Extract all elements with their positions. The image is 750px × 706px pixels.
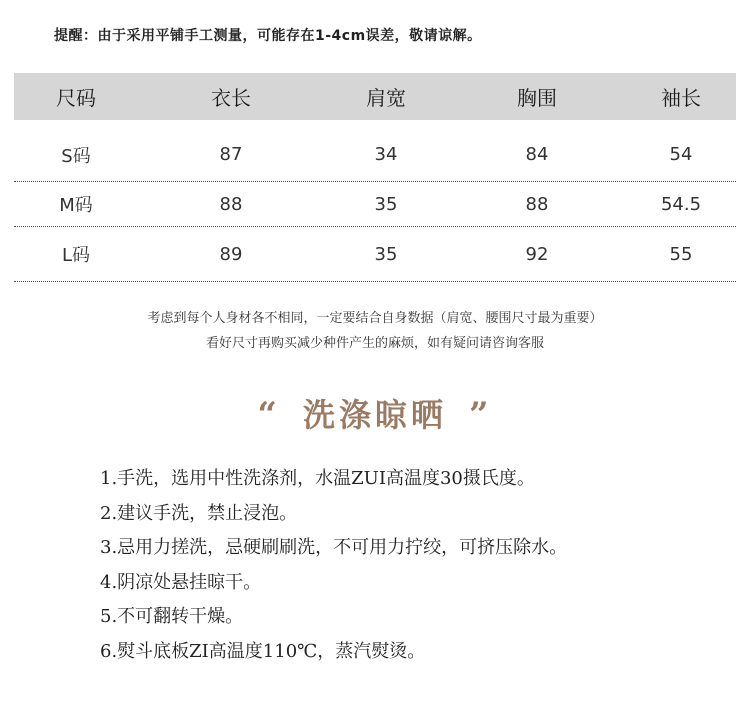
- table-row: [14, 227, 736, 282]
- close-quote: ”: [469, 395, 493, 435]
- list-item: 6.熨斗底板ZI高温度110℃，蒸汽熨烫。: [100, 640, 426, 662]
- cell-size: M码: [59, 195, 93, 216]
- cell-sleeve: 55: [669, 243, 693, 265]
- cell-chest: 92: [525, 243, 549, 265]
- list-item: 5.不可翻转干燥。: [100, 606, 244, 628]
- cell-sleeve: 54: [669, 144, 693, 165]
- list-item: 1.手洗，选用中性洗涤剂，水温ZUI高温度30摄氏度。: [100, 468, 535, 489]
- measurement-notice: 提醒：由于采用平铺手工测量，可能存在1-4cm误差，敬请谅解。: [54, 28, 482, 44]
- table-row: [14, 120, 736, 182]
- cell-size: L码: [61, 245, 91, 266]
- size-table: [14, 73, 736, 282]
- list-item: 3.忌用力搓洗，忌硬刷刷洗，不可用力拧绞，可挤压除水。: [100, 537, 568, 559]
- cell-shoulder: 35: [374, 193, 398, 215]
- wash-title-text: 洗涤晾晒: [302, 396, 447, 434]
- cell-sleeve: 54.5: [660, 193, 702, 215]
- cell-shoulder: 34: [374, 144, 398, 165]
- header-length: 衣长: [211, 86, 251, 110]
- header-sleeve: 袖长: [661, 86, 701, 110]
- list-item: 4.阴凉处悬挂晾干。: [100, 571, 262, 593]
- cell-length: 87: [219, 144, 243, 165]
- open-quote: “: [257, 395, 281, 435]
- header-chest: 胸围: [517, 86, 557, 110]
- header-shoulder: 肩宽: [366, 86, 406, 110]
- size-table-header: [14, 73, 736, 120]
- cell-shoulder: 35: [374, 243, 398, 265]
- size-tips: [0, 306, 750, 356]
- cell-chest: 84: [525, 144, 549, 165]
- wash-section-title: [0, 390, 750, 436]
- header-size: 尺码: [56, 86, 96, 110]
- cell-length: 89: [219, 243, 243, 265]
- list-item: 2.建议手洗，禁止浸泡。: [100, 502, 298, 524]
- cell-size: S码: [61, 145, 91, 167]
- cell-chest: 88: [525, 193, 549, 215]
- cell-length: 88: [219, 193, 243, 215]
- tip-line: 考虑到每个人身材各不相同，一定要结合自身数据（肩宽、腰围尺寸最为重要）: [147, 311, 603, 326]
- table-row: [14, 182, 736, 227]
- tip-line: 看好尺寸再购买减少种件产生的麻烦，如有疑问请咨询客服: [205, 336, 544, 351]
- care-instructions: [100, 462, 567, 670]
